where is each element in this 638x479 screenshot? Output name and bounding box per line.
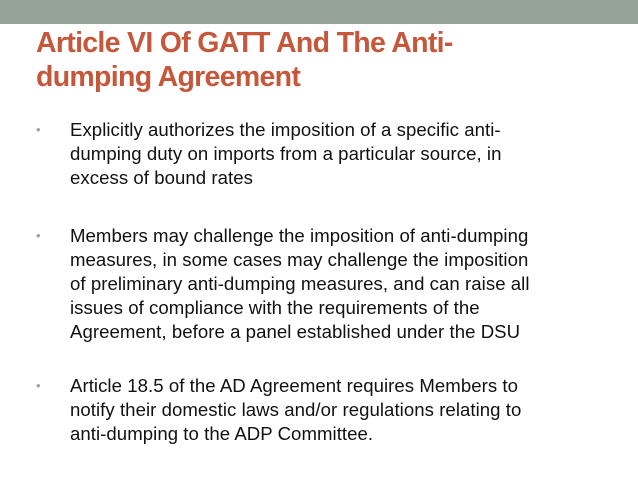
bullet-text (70, 118, 630, 190)
bullet-1-line-3: excess of bound rates (70, 167, 253, 188)
bullet-marker: • (36, 378, 41, 393)
bullet-3-line-1: Article 18.5 of the AD Agreement requires Members to (70, 375, 519, 396)
bullet-2-line-3: of preliminary anti-dumping measures, and can raise all (70, 273, 530, 294)
bullet-marker: • (36, 228, 41, 243)
bullet-3-line-2: notify their domestic laws and/or regulations relating to (70, 399, 522, 420)
bullet-2-line-5: Agreement, before a panel established under the DSU (70, 321, 521, 342)
bullet-text (70, 224, 630, 344)
bullet-2-line-4: issues of compliance with the requirements of the (70, 297, 480, 318)
slide-title-line-2: dumping Agreement (36, 61, 301, 93)
slide-top-bar (0, 0, 638, 24)
slide-title (36, 26, 626, 94)
bullet-2-line-2: measures, in some cases may challenge the imposition (70, 249, 529, 270)
bullet-2-line-1: Members may challenge the imposition of anti-dumping (70, 225, 529, 246)
bullet-3-line-3: anti-dumping to the ADP Committee. (70, 423, 374, 444)
bullet-text (70, 374, 630, 446)
slide-title-line-1: Article VI Of GATT And The Anti- (36, 27, 453, 59)
bullet-marker: • (36, 122, 41, 137)
bullet-1-line-2: dumping duty on imports from a particular source, in (70, 143, 502, 164)
bullet-1-line-1: Explicitly authorizes the imposition of a specific anti- (70, 119, 501, 140)
